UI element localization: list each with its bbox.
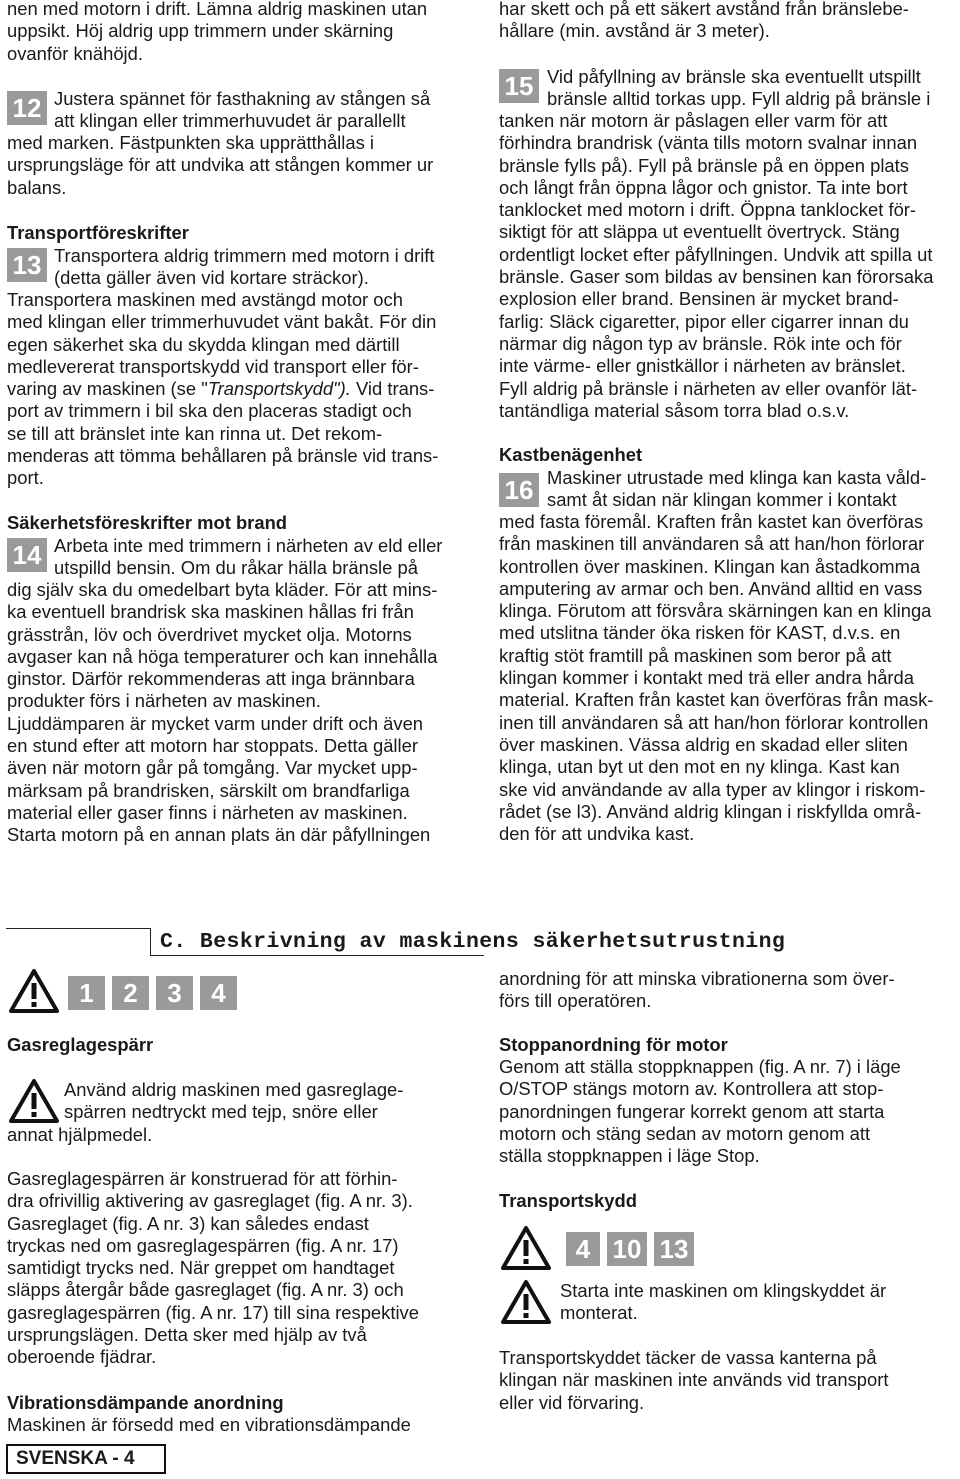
text-line: Transportskyddet täcker de vassa kanterna på [499, 1347, 877, 1368]
text-line: den för att undvika kast. [499, 823, 695, 845]
text-line: port av trimmern i bil ska den placeras stadigt och [7, 400, 412, 422]
ref-number-4: 4 [566, 1232, 600, 1266]
text-line: bränsle fylls på). Fyll på bränsle på en öppen plats [499, 154, 909, 176]
text-line: avgaser kan nå höga temperaturer och kan innehålla [7, 645, 438, 667]
ref-number-13: 13 [654, 1232, 694, 1266]
warning-triangle-icon [500, 1279, 552, 1325]
warning-triangle-icon [8, 1078, 60, 1124]
text-line: eller vid förvaring. [499, 1391, 645, 1413]
text-line: klingan när maskinen inte används vid transport [499, 1369, 889, 1391]
text-line: Transportera aldrig trimmern med motorn i drift [54, 245, 435, 266]
text-line: med utslitna tänder öka risken för KAST, d.v.s. en [499, 622, 901, 644]
text-line: att klingan eller trimmerhuvudet är parallellt [54, 110, 406, 132]
text-line: med fasta föremål. Kraften från kastet kan överföras [499, 511, 924, 532]
gas-warning-text [64, 1079, 403, 1124]
text-line: Vid påfyllning av bränsle ska eventuellt utspillt [547, 66, 921, 87]
text-line: Genom att ställa stoppknappen (fig. A nr. 7) i läge [499, 1056, 901, 1077]
text-line: tantändliga material såsom torra blad o.s.v. [499, 399, 850, 421]
text-line: samt åt sidan när klingan kommer i kontakt [547, 489, 897, 511]
text-line: ursprungslägen. Detta sker med hjälp av två [7, 1324, 367, 1346]
fire-body [7, 579, 437, 847]
text-line: märksam på brandrisken, särskilt om brandfarliga [7, 779, 410, 801]
text-line: O/STOP stängs motorn av. Kontrollera att stop- [499, 1078, 884, 1100]
text-line: klinga, utan byt ut den mot en ny klinga. Kast kan [499, 756, 900, 778]
item-number-14: 14 [7, 538, 47, 572]
warning-triangle-icon [8, 968, 60, 1014]
text-line: bränsle. Gaser som bildas av bensinen kan förorsaka [499, 266, 934, 288]
text-line: balans. [7, 176, 67, 198]
item-14-text [54, 535, 442, 580]
kast-heading: Kastbenägenhet [499, 444, 643, 465]
text-fragment: varing av maskinen (se " [7, 378, 208, 400]
text-line: menderas att tömma behållaren på bränsle vid trans- [7, 445, 439, 467]
item-number-16: 16 [499, 473, 539, 507]
vib-line: Maskinen är försedd med en vibrationsdämpande [7, 1414, 411, 1435]
item-16-text [547, 467, 926, 512]
text-line: närmar dig någon typ av bränsle. Rök inte och för [499, 332, 902, 354]
fire-heading: Säkerhetsföreskrifter mot brand [7, 512, 288, 533]
vib-heading: Vibrationsdämpande anordning [7, 1392, 284, 1413]
item-number-15: 15 [499, 69, 539, 103]
text-line: spärren nedtryckt med tejp, snöre eller [64, 1101, 378, 1123]
text-line: rådet (se l3). Använd aldrig klingan i riskfyllda områ- [499, 800, 922, 822]
text-line: explosion eller brand. Bensinen är mycket brand- [499, 288, 899, 310]
ref-number-2: 2 [112, 976, 149, 1010]
text-line: ginstor. Därför rekommenderas att inga brännbara [7, 668, 415, 690]
text-line: klinga. Förutom att försvåra skärningen kan en klinga [499, 600, 932, 622]
text-line: Fyll aldrig på bränsle i närheten av eller ovanför lät- [499, 377, 918, 399]
text-line: över maskinen. Vässa aldrig en skadad eller sliten [499, 733, 908, 755]
text-line: har skett och på ett säkert avstånd från bränslebe- [499, 0, 909, 19]
gas-body [7, 1168, 419, 1369]
text-line: en stund efter att motorn har stoppats. Detta gäller [7, 735, 418, 757]
item-15-text [547, 66, 930, 111]
item-12-text [54, 88, 430, 133]
item-13-text [54, 245, 435, 290]
text-line: inen till användaren så att han/hon förlorar kontrollen [499, 711, 929, 733]
text-line: material eller gaser finns i närheten av maskinen. [7, 801, 408, 823]
text-line: amputering av armar och ben. Använd alltid en vass [499, 577, 923, 599]
right-intro [499, 0, 909, 43]
text-line: medlevererat transportskydd vid transport eller för- [7, 355, 419, 377]
gas-warning-tail: annat hjälpmedel. [7, 1124, 153, 1145]
ref-number-4: 4 [200, 976, 237, 1010]
ref-number-10: 10 [607, 1232, 647, 1266]
gas-heading: Gasreglagespärr [7, 1034, 154, 1055]
text-line: egen säkerhet ska du skydda klingan med därtill [7, 333, 400, 355]
text-line: från maskinen till användaren så att han/hon förlorar [499, 533, 925, 555]
text-line: bränsle alltid torkas upp. Fyll aldrig på bränsle i [547, 88, 931, 110]
text-line: monterat. [560, 1302, 638, 1324]
section-c-frame-bottom [150, 955, 484, 956]
text-line: Maskiner utrustade med klinga kan kasta våld- [547, 467, 927, 488]
section-c-frame [150, 928, 151, 956]
text-line: gasreglagespärren (fig. A nr. 17) till sina respektive [7, 1301, 419, 1323]
text-line: utspilld bensin. Om du råkar hälla bränsle på [54, 557, 418, 579]
text-line: port. [7, 467, 44, 489]
text-line: ka eventuell brandrisk ska maskinen hållas fri från [7, 601, 414, 623]
text-line: oberoende fjädrar. [7, 1346, 157, 1368]
section-c-title: C. Beskrivning av maskinens säkerhetsutrustning [160, 930, 786, 954]
ref-number-1: 1 [68, 976, 105, 1010]
text-line: ursprungsläge för att undvika att stången kommer ur [7, 154, 434, 176]
text-line: Ljuddämparen är mycket varm under drift och även [7, 712, 424, 734]
text-line: med marken. Fästpunkten ska upprätthållas i [7, 132, 374, 153]
text-line: ovanför knähöjd. [7, 42, 143, 64]
text-line: ställa stoppknappen i läge Stop. [499, 1145, 760, 1167]
text-line: produkter förs i närheten av maskinen. [7, 690, 321, 712]
section-c-frame-left [6, 928, 150, 929]
item-number-13: 13 [7, 248, 47, 282]
text-line: med klingan eller trimmerhuvudet vänt bakåt. För din [7, 311, 437, 333]
transport-body [7, 289, 438, 490]
text-fragment: Vid trans- [350, 378, 435, 400]
text-line: farlig: Släck cigaretter, pipor eller cigarrer innan du [499, 310, 909, 332]
text-line: kontrollen över maskinen. Klingan kan åstadkomma [499, 555, 921, 577]
tskydd-heading: Transportskydd [499, 1190, 637, 1211]
stop-body [499, 1056, 901, 1167]
text-line: klingan kommer i kontakt med trä eller andra hårda [499, 667, 915, 689]
text-line: grässtrån, löv och överdrivet mycket olja. Motorns [7, 623, 412, 645]
text-line: anordning för att minska vibrationerna som över- [499, 968, 895, 989]
text-line: siktigt för att släppa ut eventuellt övertryck. Stäng [499, 221, 900, 243]
text-line: se till att bränslet inte kan rinna ut. Det rekom- [7, 422, 383, 444]
text-line: släpps återgår både gasreglaget (fig. A nr. 3) och [7, 1279, 404, 1301]
text-line: tryckas ned om gasreglagespärren (fig. A nr. 17) [7, 1234, 399, 1256]
text-line: och långt från öppna lågor och gnistor. Ta inte bort [499, 176, 908, 198]
text-line: Transportera maskinen med avstängd motor och [7, 289, 403, 310]
text-line: Arbeta inte med trimmern i närheten av eld eller [54, 535, 443, 556]
text-line: kraftig stöt framtill på maskinen som beror på att [499, 644, 892, 666]
transport-heading: Transportföreskrifter [7, 222, 189, 243]
text-line: motorn och stäng sedan av motorn genom att [499, 1122, 871, 1144]
text-line: material. Kraften från kastet kan överföras från mask- [499, 689, 934, 711]
text-line: även när motorn går på tomgång. Var mycket upp- [7, 757, 418, 779]
text-line: inte värme- eller gnistkällor i närheten av bränslet. [499, 355, 906, 377]
kast-body [499, 511, 933, 845]
text-line: Gasreglagespärren är konstruerad för att förhin- [7, 1168, 398, 1189]
text-line: Använd aldrig maskinen med gasreglage- [64, 1079, 404, 1100]
text-line: panordningen fungerar korrekt genom att starta [499, 1100, 885, 1122]
text-line [7, 378, 438, 400]
text-line: Starta inte maskinen om klingskyddet är [560, 1280, 887, 1301]
text-line: tanken när motorn är påslagen eller varm för att [499, 110, 888, 131]
text-line: ordentligt locket efter påfyllningen. Undvik att spilla ut [499, 243, 933, 265]
text-line: ske vid användande av alla typer av klingor i riskom- [499, 778, 926, 800]
tskydd-warning-text [560, 1280, 886, 1325]
item-12-text-cont [7, 132, 433, 199]
ref-number-3: 3 [156, 976, 193, 1010]
text-line: samtidigt trycks ned. När greppet om handtaget [7, 1257, 395, 1279]
text-line: (detta gäller även vid kortare sträckor). [54, 267, 369, 289]
text-line: tanklocket med motorn i drift. Öppna tanklocket för- [499, 199, 917, 221]
text-line: dra ofrivillig aktivering av gasreglaget (fig. A nr. 3). [7, 1190, 413, 1212]
text-line: Gasreglaget (fig. A nr. 3) kan således endast [7, 1212, 369, 1234]
vib-cont [499, 968, 895, 1013]
text-line: nen med motorn i drift. Lämna aldrig maskinen utan [7, 0, 428, 19]
left-intro [7, 0, 427, 65]
text-line: hållare (min. avstånd är 3 meter). [499, 20, 770, 42]
text-line: Starta motorn på en annan plats än där påfyllningen [7, 824, 431, 846]
warning-triangle-icon [500, 1225, 552, 1271]
text-line: förhindra brandrisk (vänta tills motorn svalnar innan [499, 132, 918, 154]
fuel-body [499, 110, 933, 422]
text-line: dig själv ska du omedelbart byta kläder. För att mins- [7, 579, 438, 600]
stop-heading: Stoppanordning för motor [499, 1034, 728, 1055]
text-line: Justera spännet för fasthakning av stången så [54, 88, 431, 109]
page-footer: SVENSKA - 4 [6, 1444, 166, 1474]
item-number-12: 12 [7, 91, 47, 125]
italic-reference: Transportskydd"). [207, 378, 351, 400]
text-line: förs till operatören. [499, 990, 652, 1012]
text-line: uppsikt. Höj aldrig upp trimmern under skärning [7, 20, 394, 42]
tskydd-body [499, 1347, 889, 1414]
